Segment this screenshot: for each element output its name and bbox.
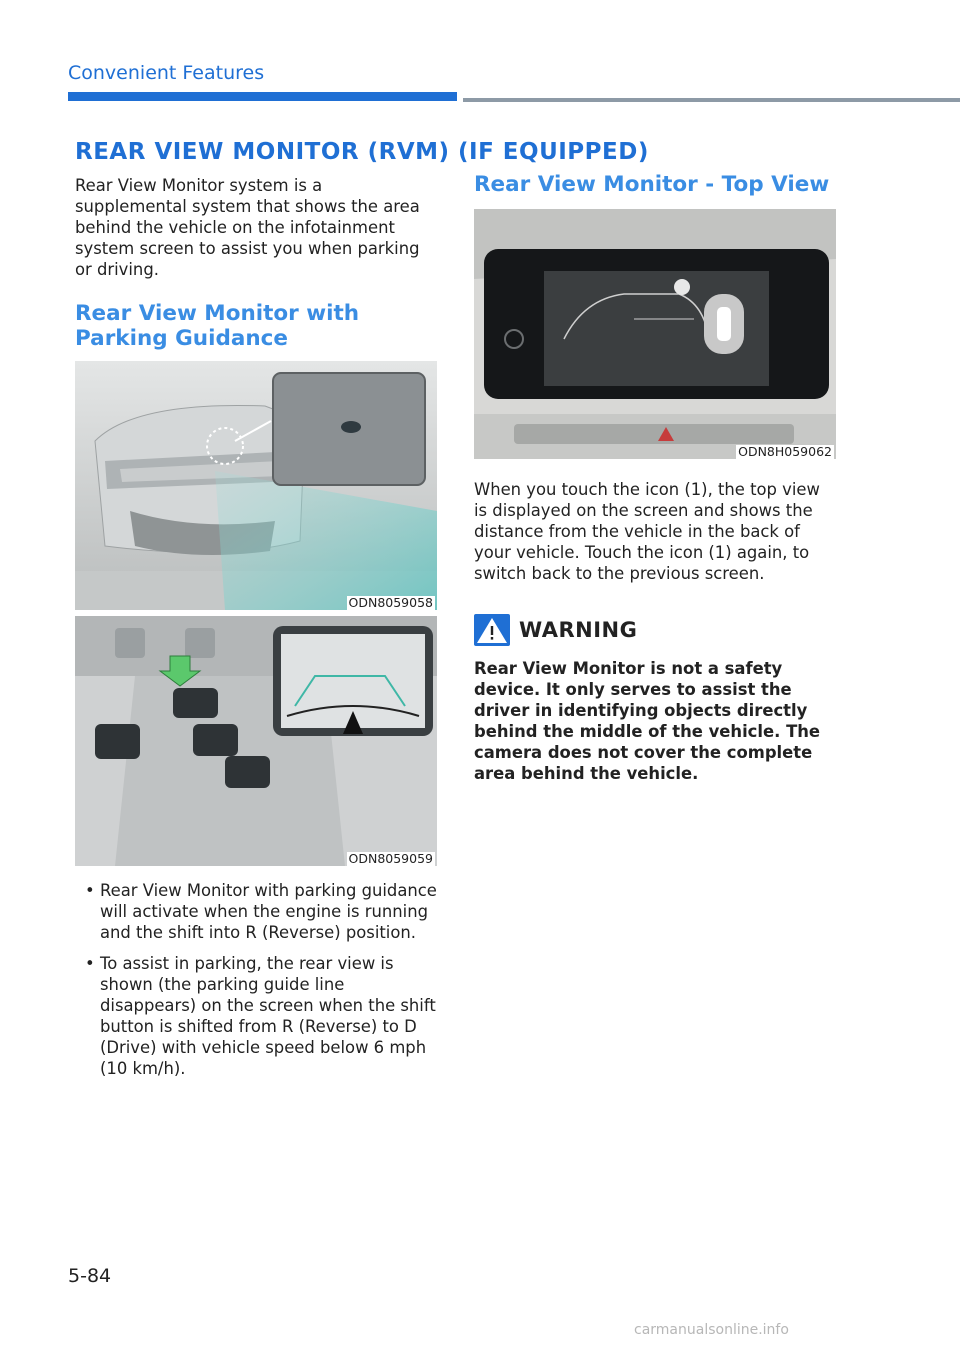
bullet-item: [75, 953, 437, 1079]
shift-console-illustration: [75, 616, 437, 866]
subhead-top-view: Rear View Monitor - Top View: [474, 172, 830, 197]
figure-infotainment-top-view: [474, 209, 836, 459]
figure-rear-camera-location: [75, 361, 437, 610]
subhead-parking-guidance: Rear View Monitor with Parking Guidance: [75, 301, 360, 351]
bullet-dot-icon: •: [85, 881, 95, 900]
bullet-text: Rear View Monitor with parking guidance will activate when the engine is running and the shift into R (Reverse) position.: [100, 881, 437, 942]
warning-text: Rear View Monitor is not a safety device. It only serves to assist the driver in identifying objects directly behind the middle of the vehicle. The camera does not cover the complete area behind the vehicle.: [474, 659, 821, 783]
intro-paragraph: Rear View Monitor system is a supplemental system that shows the area behind the vehicle on the infotainment system screen to assist you when parking or driving.: [75, 176, 420, 279]
header-rule-grey: [463, 98, 960, 102]
bullet-item: [75, 880, 437, 943]
figure-shift-button-display: [75, 616, 437, 866]
warning-triangle-icon: [474, 614, 510, 646]
right-column: [474, 172, 836, 784]
bullet-text: To assist in parking, the rear view is shown (the parking guide line disappears) on the screen when the shift button is shifted from R (Reverse) to D (Drive) with vehicle speed below 6 mph (10 km/h).: [100, 954, 436, 1078]
header-rule-accent: [68, 92, 457, 101]
warning-box: [474, 614, 836, 784]
left-column: [75, 175, 437, 1089]
warning-title: WARNING: [519, 618, 638, 642]
warning-header: [474, 614, 836, 646]
bullet-dot-icon: •: [85, 954, 95, 973]
section-title: REAR VIEW MONITOR (RVM) (IF EQUIPPED): [75, 139, 649, 165]
figure1-caption: ODN8059058: [348, 595, 433, 610]
rear-car-illustration: [75, 361, 437, 610]
footer-watermark: carmanualsonline.info: [634, 1322, 789, 1338]
feature-bullet-list: [75, 880, 437, 1079]
figure2-caption: ODN8059059: [348, 851, 433, 866]
top-view-description: When you touch the icon (1), the top view is displayed on the screen and shows the distance from the vehicle in the back of your vehicle. Touch the icon (1) again, to switch back to the previous screen.: [474, 480, 820, 583]
figure3-caption: ODN8H059062: [738, 444, 832, 459]
page-header-title: Convenient Features: [68, 62, 265, 84]
page-number: 5-84: [68, 1265, 112, 1287]
infotainment-screen-illustration: [474, 209, 836, 459]
